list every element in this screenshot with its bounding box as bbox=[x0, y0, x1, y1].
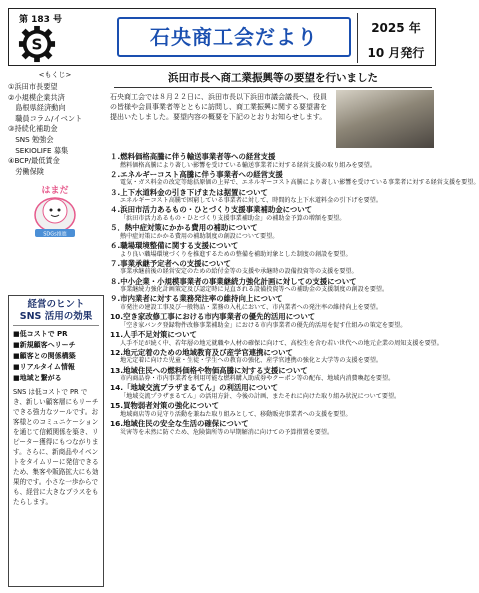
toc-heading: <もくじ> bbox=[38, 71, 72, 79]
business-tip-box bbox=[8, 295, 104, 587]
issue-number: 第 183 号 bbox=[19, 15, 63, 25]
request-item-title: 15.買物弱者対策の強化について bbox=[110, 401, 220, 411]
request-item-description: 「地域交流プラザまるてん」の活用方針、今後の計画、またそれに向けた取り組み状況について要望。 bbox=[120, 392, 401, 400]
issue-month: 10 月発行 bbox=[367, 46, 425, 60]
request-item-title: ８.中小企業・小規模事業者の事業継続力強化計画に対しての支援について bbox=[110, 276, 357, 286]
request-item-description: 事業承継前後の経営安定のための給付金等の支援や承継時の設備投資等の支援を要望。 bbox=[120, 268, 358, 276]
mascot-label: はまだ bbox=[41, 186, 69, 197]
request-item-description: エネルギーコスト高騰で困窮している事業者に対して、時間的な上下水道料金の引下げを要望。 bbox=[120, 197, 382, 205]
toc-item: SEKIOLIFE 募集 bbox=[8, 145, 69, 155]
toc-item: 労働保険 bbox=[8, 166, 44, 176]
request-item-description: 地域商店等の見守り活動を兼ねた取り組みとして、移動販売事業者への支援を要望。 bbox=[120, 410, 352, 418]
chamber-gear-logo-icon bbox=[17, 25, 57, 63]
request-item-title: 13.地域住民への燃料価格や物価高騰に対する支援について bbox=[110, 365, 308, 375]
issue-date bbox=[357, 13, 434, 63]
tip-body: SNS は低コストで PR でき、新しい顧客層にもリーチできる強力なツールです。お客様とのコミュニケーションを通じて信頼関係を築き、リピーター獲得にもつながります。さらに、新商品やイベントをタイムリーに発信できるため、集客や販路拡大にも効果的です。小さな一歩からでも、経営に大きなプラスをもたらします。 bbox=[13, 388, 99, 506]
request-item-title: 10.空き家改修工事における市内事業者の優先的活用について bbox=[110, 312, 316, 322]
main-article bbox=[110, 70, 479, 437]
svg-text:S: S bbox=[31, 35, 43, 54]
table-of-contents bbox=[8, 70, 102, 243]
tip-heading: 経営のヒント bbox=[27, 299, 85, 310]
meeting-photo bbox=[336, 90, 434, 148]
toc-item: 島根県経済動向 bbox=[8, 103, 66, 113]
request-item-title: 12.地元定着のための地域教育及び産学官連携について bbox=[110, 347, 293, 357]
request-item-title: ６.職場環境整備に関する支援について bbox=[110, 240, 239, 250]
toc-item: ①浜田市長要望 bbox=[8, 82, 58, 91]
tip-subheading: SNS 活用の効果 bbox=[19, 311, 93, 322]
toc-item: ②小規模企業共済 bbox=[8, 92, 65, 102]
tip-bullet: ■新規顧客へリーチ bbox=[13, 341, 76, 349]
request-item-title: ３.上下水道料金の引き下げまたは据置について bbox=[110, 187, 268, 197]
request-list bbox=[110, 152, 479, 437]
request-item-description: 人手不足が続く中、若年層の地元就職や人材の確保に向けて、高校生を含む若い世代への地元企業の周知支援を要望。 bbox=[120, 339, 443, 347]
request-item-description: 「空き家バンク登録物件改修事業補助金」における市内事業者の優先的活用を促す仕組みの策定を要望。 bbox=[120, 321, 407, 329]
request-item-description: 電気・ガス料金の改定等総括原価の上昇で、エネルギーコスト高騰により著しい影響を受けている事業者に対する経営支援を要望。 bbox=[120, 179, 479, 187]
request-item-title: ４.浜田市活力あるもの・ひとづくり支援事業補助金について bbox=[110, 205, 313, 215]
request-item-description: 事業継続力強化計画策定及び認定時に見直される設備投資等への補助金の支援制度の創設を要望。 bbox=[120, 286, 389, 294]
article-headline: 浜田市長へ商工業振興等の要望を行いました bbox=[114, 70, 432, 88]
tip-bullet: ■顧客との関係構築 bbox=[13, 352, 76, 360]
tip-bullet: ■低コストで PR bbox=[13, 330, 68, 338]
request-item-title: ５．熱中症対策にかかる費用の補助について bbox=[110, 223, 258, 233]
masthead bbox=[8, 8, 436, 66]
request-item-description: 熱中症対策にかかる費用の補助制度の創設について要望。 bbox=[120, 232, 279, 240]
toc-item: ③持続化補助金 bbox=[8, 124, 58, 134]
request-item-description: 災害等を未然に防ぐため、危険箇所等の早期解消に向けての予算措置を要望。 bbox=[120, 428, 334, 436]
tip-bullet: ■リアルタイム情報 bbox=[13, 363, 75, 371]
toc-item: SNS 勉強会 bbox=[8, 134, 54, 144]
mascot-banner: SDGs推進 bbox=[43, 231, 67, 238]
toc-item: ④BCP/最低賃金 bbox=[8, 156, 60, 166]
request-item-title: 11.人手不足対策について bbox=[110, 329, 197, 339]
request-item-title: 16.地域住民の安全な生活の確保について bbox=[110, 418, 249, 428]
request-item-description: より良い職場環境づくりを推進するための整備を補助対象とした制度の創設を要望。 bbox=[120, 250, 352, 258]
request-item-description: 地元定着に向けた児童・生徒・学生への教育の強化、産学官連携の強化と大学等の支援を要望。 bbox=[120, 357, 383, 365]
newsletter-title: 石央商工会だより bbox=[150, 25, 318, 49]
article-intro: 石央商工会では８月２２日に、浜田市長以下浜田市議会議長へ、役員の皆様や会員事業者等とともに訪問し、商工業振興に関する要望書を提出いたしました。要望内容の概要を下記のとおりお知らせします。 bbox=[110, 93, 327, 122]
mascot-icon bbox=[24, 181, 86, 239]
request-item-title: １.燃料価格高騰に伴う輸送事業者等への経営支援 bbox=[110, 152, 276, 161]
request-item-description: 「浜田市活力あるもの・ひとづくり支援事業補助金」の補助金予算の増額を要望。 bbox=[120, 214, 346, 222]
request-item-title: ９.市内業者に対する業務発注率の維持向上について bbox=[110, 294, 283, 304]
title-box bbox=[117, 17, 351, 57]
issue-year: 2025 年 bbox=[371, 21, 421, 35]
request-item-title: ７.事業承継予定者への支援について bbox=[110, 258, 231, 268]
request-item-title: ２.エネルギーコスト高騰に伴う事業者への経営支援 bbox=[110, 169, 283, 179]
request-item-description: 燃料価格高騰により著しい影響を受けている輸送事業者に対する経営支援の取り組みを要望。 bbox=[120, 161, 376, 169]
tip-bullet: ■地域と繋がる bbox=[13, 374, 62, 382]
toc-item: 職員コラム/イベント bbox=[8, 113, 83, 123]
request-item-description: 市内商品券・市内事業者を利用可能な燃料購入助成券やクーポン等の配布、地域内消費喚起を要望。 bbox=[120, 375, 395, 383]
request-item-title: 14.「地域交流プラザまるてん」の利活用について bbox=[110, 383, 279, 393]
request-item-description: 市発注の建設工事及び一般物品・業務の入札において、市内業者への発注率の維持向上を要望。 bbox=[120, 303, 382, 311]
